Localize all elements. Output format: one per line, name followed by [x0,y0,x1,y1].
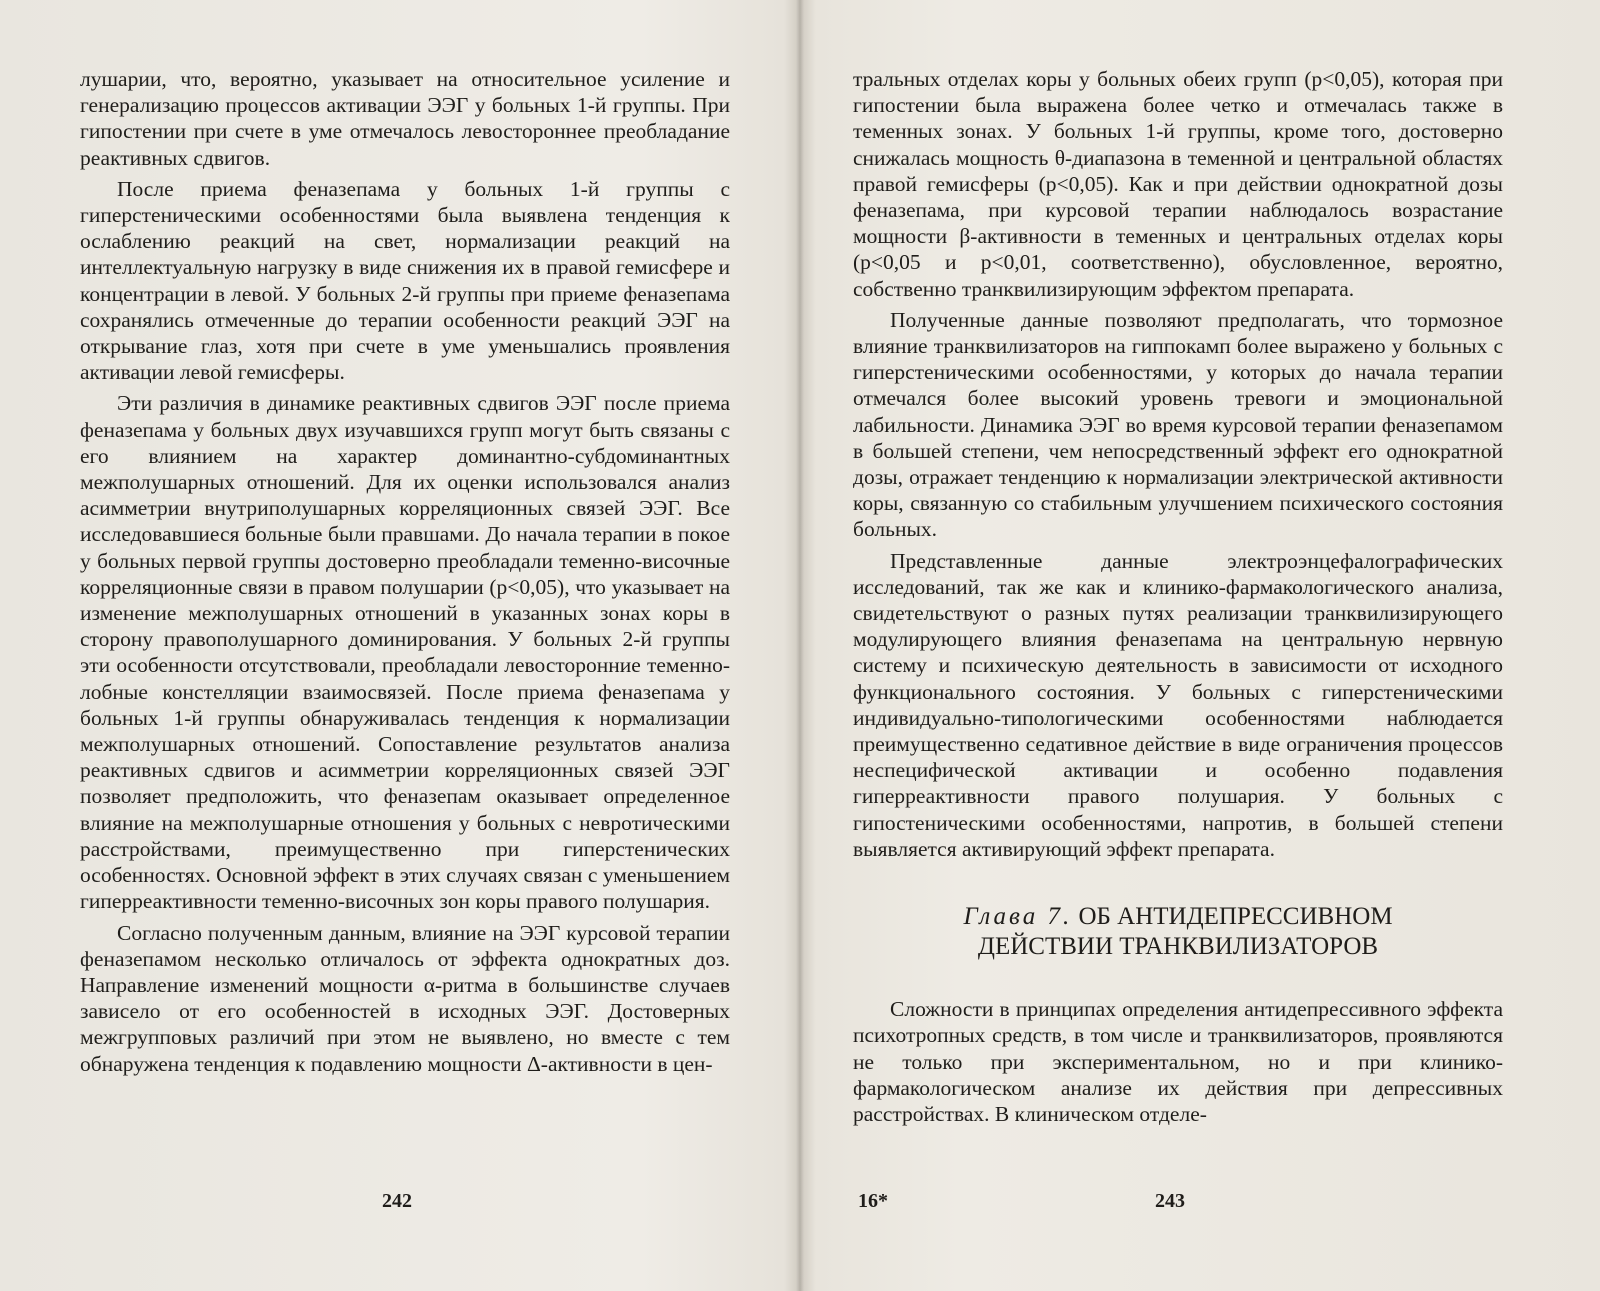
paragraph: Сложности в принципах определения антидепрессивного эффекта психотропных средств, в том числе и транквилизаторов, проявляются не только при экспериментальном, но и при клинико-фармакологическом анализе их действия при депрессивных расстройствах. В клиническом отделе- [853,997,1503,1126]
page-number: 243 [1155,1190,1185,1212]
paragraph: После приема феназепама у больных 1-й группы с гиперстеническими особенностями была выявлена тенденция к ослаблению реакций на свет, нормализации реакций на интеллектуальную нагрузку в виде снижения их в правой гемисфере и концентрации в левой. У больных 2-й группы при приеме феназепама сохранялись отмеченные до терапии особенности реакций ЭЭГ на открывание глаз, хотя при счете в уме уменьшались проявления активации левой гемисферы. [80,176,730,385]
chapter-lead: Глава 7. [963,903,1073,931]
paragraph: Представленные данные электроэнцефалографических исследований, так же как и клинико-фармакологического анализа, свидетельствуют о разных путях реализации транквилизирующего модулирующего влияния феназепама на центральную нервную систему и психическую деятельность в зависимости от исходного функционального состояния. У больных с гиперстеническими индивидуально-типологическими особенностями наблюдается преимущественно седативное действие в виде ограничения процессов неспецифической активации и особенно подавления гиперреактивности правого полушария. У больных с гипостеническими особенностями, напротив, в большей степени выявляется активирующий эффект препарата. [853,548,1503,861]
paragraph: Эти различия в динамике реактивных сдвигов ЭЭГ после приема феназепама у больных двух изучавшихся групп могут быть связаны с его влиянием на характер доминантно-субдоминантных межполушарных отношений. Для их оценки использовался анализ асимметрии внутриполушарных корреляционных связей ЭЭГ. Все исследовавшиеся больные были правшами. До начала терапии в покое у больных первой группы достоверно преобладали теменно-височные корреляционные связи в правом полушарии (p<0,05), что указывает на изменение межполушарных отношений в указанных зонах коры в сторону правополушарного доминирования. У больных 2-й группы эти особенности отсутствовали, преобладали левосторонние теменно-лобные констелляции взаимосвязей. После приема феназепама у больных 1-й группы обнаруживалась тенденция к нормализации межполушарных отношений. Сопоставление результатов анализа реактивных сдвигов и асимметрии корреляционных связей ЭЭГ позволяет предположить, что феназепам оказывает определенное влияние на межполушарные отношения у больных с невротическими расстройствами, преимущественно при гиперстенических особенностях. Основной эффект в этих случаях связан с уменьшением гиперреактивности теменно-височных зон коры правого полушария. [80,391,730,914]
chapter-heading [853,902,1503,962]
page-number: 242 [382,1190,412,1212]
signature-mark: 16* [858,1190,888,1212]
chapter-title-line1: ОБ АНТИДЕПРЕССИВНОМ [1078,903,1393,931]
chapter-title-line2: ДЕЙСТВИИ ТРАНКВИЛИЗАТОРОВ [977,933,1379,961]
left-page-body [80,66,730,1077]
right-page-body [853,66,1503,1127]
paragraph: Полученные данные позволяют предполагать, что тормозное влияние транквилизаторов на гиппокамп более выражено у больных с гиперстеническими особенностями, у которых до начала терапии отмечался более высокий уровень тревоги и эмоциональной лабильности. Динамика ЭЭГ во время курсовой терапии феназепамом в большей степени, чем непосредственный эффект его однократной дозы, отражает тенденцию к нормализации электрической активности коры, связанную со стабильным улучшением психического состояния больных. [853,307,1503,542]
paragraph: лушарии, что, вероятно, указывает на относительное усиление и генерализацию процессов активации ЭЭГ у больных 1-й группы. При гипостении при счете в уме отмечалось левостороннее преобладание реактивных сдвигов. [80,67,730,170]
right-page [800,0,1600,1291]
paragraph: тральных отделах коры у больных обеих групп (p<0,05), которая при гипостении была выражена более четко и отмечалась также в теменных зонах. У больных 1-й группы, кроме того, достоверно снижалась мощность θ-диапазона в теменной и центральной областях правой гемисферы (p<0,05). Как и при действии однократной дозы феназепама, при курсовой терапии наблюдалось возрастание мощности β-активности в теменных и центральных отделах коры (p<0,05 и p<0,01, соответственно), обусловленное, вероятно, собственно транквилизирующим эффектом препарата. [853,67,1503,301]
paragraph: Согласно полученным данным, влияние на ЭЭГ курсовой терапии феназепамом несколько отличалось от эффекта однократных доз. Направление изменений мощности α-ритма в большинстве случаев зависело от его особенностей в исходных ЭЭГ. Достоверных межгрупповых различий при этом не выявлено, но вместе с тем обнаружена тенденция к подавлению мощности Δ-активности в цен- [80,920,730,1076]
